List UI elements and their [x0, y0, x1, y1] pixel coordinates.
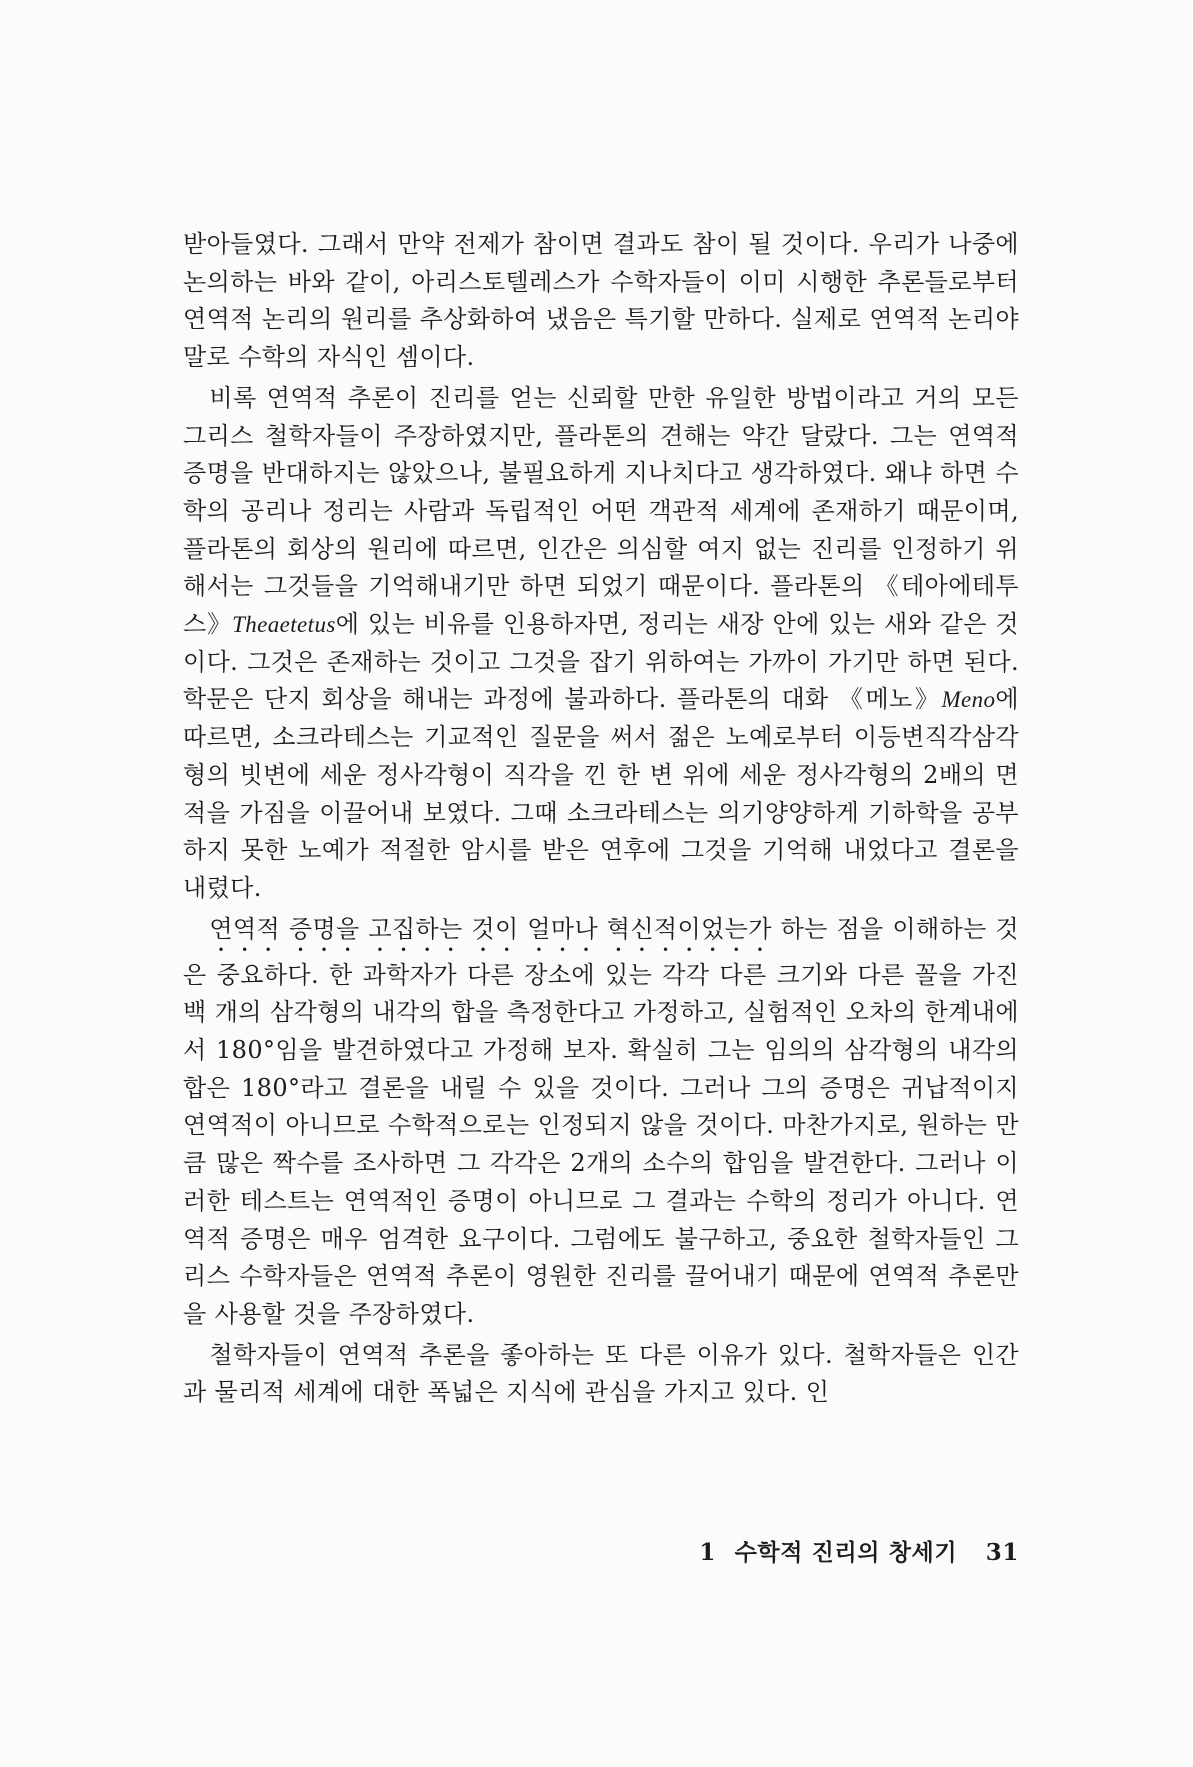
page-number: 31 — [985, 1539, 1019, 1566]
paragraph-2-text-a: 비록 연역적 추론이 진리를 얻는 신뢰할 만한 유일한 방법이라고 거의 모든 그리스 철학자들이 주장하였지만, 플라톤의 견해는 약간 달랐다. 그는 연역적 증명을 반대하지는 않았으나, 불필요하게 지나치다고 생각하였다. 왜냐 하면 수학의 공리나 정리는 사람과 독립적인 어떤 객관적 세계에 존재하기 때문이며, 플라톤의 회상의 원리에 따르면, 인간은 의심할 여지 없는 진리를 인정하기 위해서는 그것들을 기억해내기만 하면 되었기 때문이다. 플라톤의 《테아에테투스》 — [183, 383, 1019, 639]
paragraph-4 — [183, 1337, 1019, 1412]
paragraph-2 — [183, 380, 1019, 908]
running-footer — [183, 1534, 1019, 1567]
paragraph-3 — [183, 911, 1019, 1334]
paragraph-1 — [183, 226, 1019, 377]
paragraph-2-text-b: 에 있는 비유를 인용하자면, 정리는 새장 안에 있는 새와 같은 것이다. 그것은 존재하는 것이고 그것을 잡기 위하여는 가까이 가기만 하면 된다. 학문은 단지 회상을 해내는 과정에 불과하다. 플라톤의 대화 《메노》 — [183, 610, 1019, 714]
latin-title-meno: Meno — [941, 687, 996, 713]
emphasized-phrase: 연역적 증명을 고집하는 것이 얼마나 혁신적이었는가 — [209, 914, 772, 943]
chapter-number: 1 — [699, 1539, 716, 1566]
paragraph-4-text: 철학자들이 연역적 추론을 좋아하는 또 다른 이유가 있다. 철학자들은 인간과 물리적 세계에 대한 폭넓은 지식에 관심을 가지고 있다. 인 — [183, 1340, 1019, 1407]
chapter-title: 수학적 진리의 창세기 — [734, 1539, 958, 1566]
latin-title-theaetetus: Theaetetus — [232, 612, 336, 638]
paragraph-2-text-c: 에 따르면, 소크라테스는 기교적인 질문을 써서 젊은 노예로부터 이등변직각삼각형의 빗변에 세운 정사각형이 직각을 낀 한 변 위에 세운 정사각형의 2배의 면적을 가짐을 이끌어내 보였다. 그때 소크라테스는 의기양양하게 기하학을 공부하지 못한 노예가 적절한 암시를 받은 연후에 그것을 기억해 내었다고 결론을 내렸다. — [183, 685, 1019, 902]
paragraph-1-text: 받아들였다. 그래서 만약 전제가 참이면 결과도 참이 될 것이다. 우리가 나중에 논의하는 바와 같이, 아리스토텔레스가 수학자들이 이미 시행한 추론들로부터 연역적 논리의 원리를 추상화하여 냈음은 특기할 만하다. 실제로 연역적 논리야말로 수학의 자식인 셈이다. — [183, 230, 1019, 372]
paragraph-3-text: 하는 점을 이해하는 것은 중요하다. 한 과학자가 다른 장소에 있는 각각 다른 크기와 다른 꼴을 가진 백 개의 삼각형의 내각의 합을 측정한다고 가정하고, 실험적인 오차의 한계내에서 180°임을 발견하였다고 가정해 보자. 확실히 그는 임의의 삼각형의 내각의 합은 180°라고 결론을 내릴 수 있을 것이다. 그러나 그의 증명은 귀납적이지 연역적이 아니므로 수학적으로는 인정되지 않을 것이다. 마찬가지로, 원하는 만큼 많은 짝수를 조사하면 그 각각은 2개의 소수의 합임을 발견한다. 그러나 이러한 테스트는 연역적인 증명이 아니므로 그 결과는 수학의 정리가 아니다. 연역적 증명은 매우 엄격한 요구이다. 그럼에도 불구하고, 중요한 철학자들인 그리스 수학자들은 연역적 추론이 영원한 진리를 끌어내기 때문에 연역적 추론만을 사용할 것을 주장하였다. — [183, 914, 1020, 1328]
body-text — [183, 226, 1019, 1412]
